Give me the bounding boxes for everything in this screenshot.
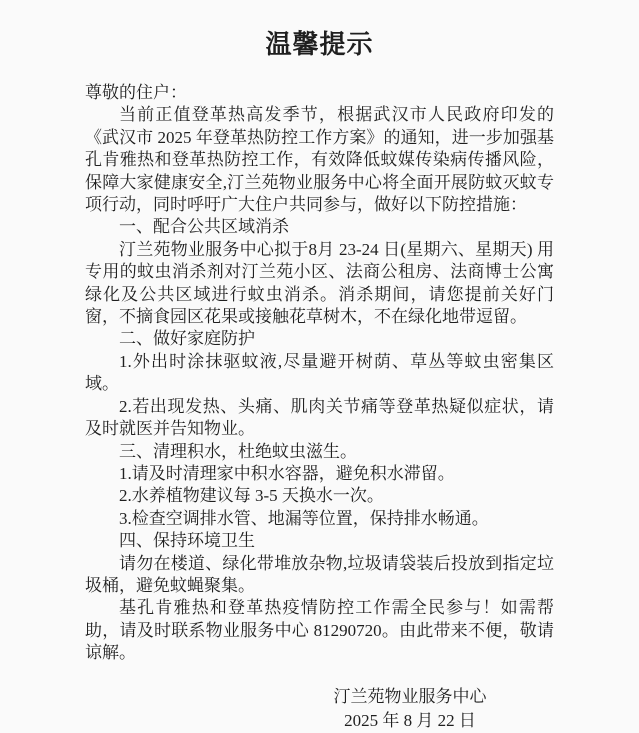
section-4-heading: 四、保持环境卫生: [119, 531, 255, 551]
signature-block: [305, 685, 515, 733]
section-2-item-1: 1.外出时涂抹驱蚊液,尽量避开树荫、草丛等蚊虫密集区域。: [85, 351, 554, 394]
section-1-body: 汀兰苑物业服务中心拟于8月 23-24 日(星期六、星期天) 用专用的蚊虫消杀剂对汀兰苑小区、法商公租房、法商博士公寓绿化及公共区域进行蚊虫消杀。消杀期间，请您提前关好门窗，不摘食园区花果或接触花草树木，不在绿化地带逗留。: [85, 239, 554, 327]
signature-org: 汀兰苑物业服务中心: [333, 686, 487, 706]
notice-document: [85, 28, 554, 733]
signature-date: 2025 年 8 月 22 日: [344, 710, 476, 730]
section-4-body: 请勿在楼道、绿化带堆放杂物,垃圾请袋装后投放到指定垃圾桶，避免蚊蝇聚集。: [85, 553, 554, 595]
section-3-heading: 三、清理积水，杜绝蚊虫滋生。: [119, 441, 357, 461]
section-2-heading: 二、做好家庭防护: [119, 329, 255, 349]
notice-body: [85, 82, 554, 665]
closing-paragraph: 基孔肯雅热和登革热疫情防控工作需全民参与！如需帮助，请及时联系物业服务中心 81290720。由此带来不便，敬请谅解。: [85, 598, 554, 663]
section-3-item-1: 1.请及时清理家中积水容器，避免积水滞留。: [119, 463, 455, 483]
section-3-item-3: 3.检查空调排水管、地漏等位置，保持排水畅通。: [119, 508, 489, 528]
section-2-item-2: 2.若出现发热、头痛、肌肉关节痛等登革热疑似症状，请及时就医并告知物业。: [85, 396, 554, 439]
section-3-item-2: 2.水养植物建议每 3-5 天换水一次。: [119, 486, 384, 506]
section-1-heading: 一、配合公共区域消杀: [119, 217, 289, 237]
notice-title: 温馨提示: [265, 30, 374, 59]
intro-paragraph: 当前正值登革热高发季节，根据武汉市人民政府印发的《武汉市 2025 年登革热防控工作方案》的通知，进一步加强基孔肯雅热和登革热防控工作，有效降低蚊媒传染病传播风险，保障大家健康安全,汀兰苑物业服务中心将全面开展防蚊灭蚊专项行动，同时呼吁广大住户共同参与，做好以下防控措施：: [85, 105, 554, 215]
salutation: 尊敬的住户：: [85, 83, 187, 102]
